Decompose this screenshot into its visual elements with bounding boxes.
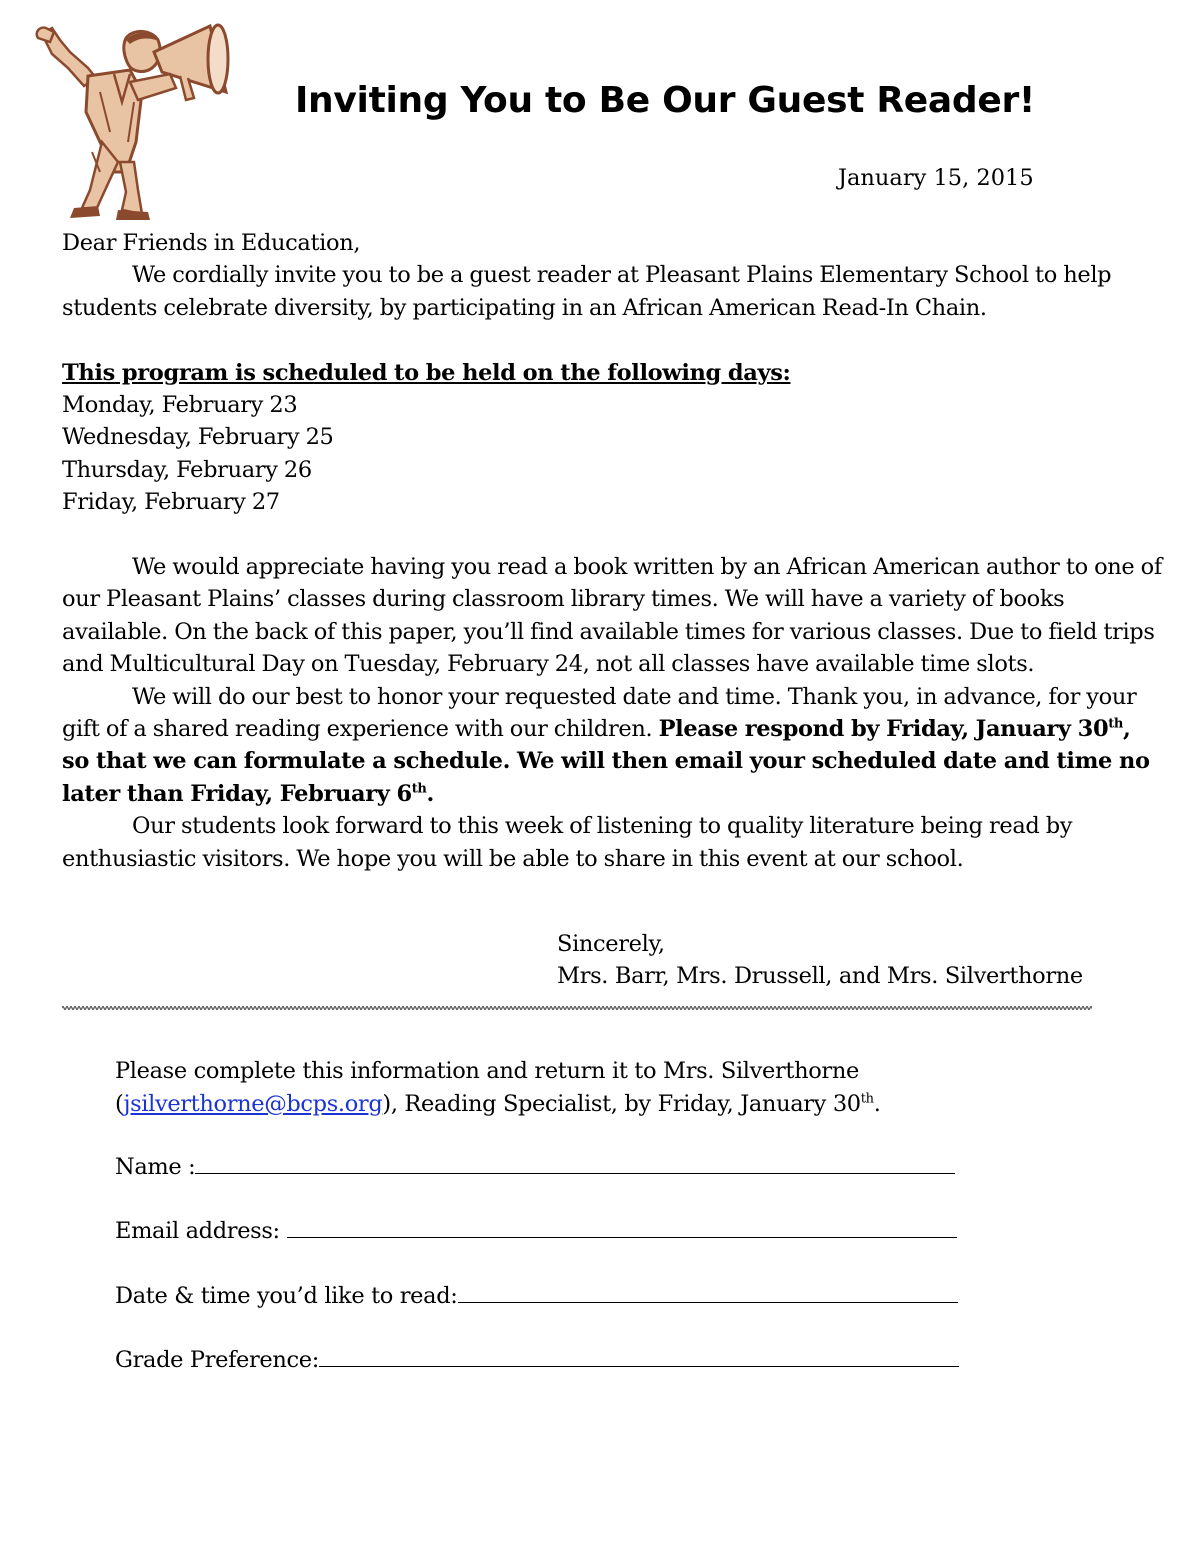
signers: Mrs. Barr, Mrs. Drussell, and Mrs. Silverthorne	[557, 963, 1083, 989]
schedule-day: Wednesday, February 25	[62, 424, 334, 451]
date-time-field[interactable]: Date & time you’d like to read:	[115, 1282, 958, 1309]
letter-body	[62, 227, 1162, 875]
salutation: Dear Friends in Education,	[62, 230, 361, 256]
paragraph-book-request: We would appreciate having you read a book written by an African American author to one of our Pleasant Plains’ classes during classroom library times. We will have a variety of books available. On the back of this paper, you’ll find available times for various classes. Due to field trips and Multicultural Day on Tuesday, February 24, not all classes have available time slots.	[62, 554, 1162, 678]
grade-preference-field[interactable]: Grade Preference:	[115, 1346, 959, 1373]
paragraph-respond: We will do our best to honor your requested date and time. Thank you, in advance, for your gift of a shared reading experience with our children. Please respond by Friday, January 30th, so that we can formulate a schedule. We will then email your scheduled date and time no later than Friday, February 6th.	[62, 683, 1150, 807]
email-blank-line[interactable]	[287, 1217, 957, 1238]
paragraph-closing: Our students look forward to this week of listening to quality literature being read by enthusiastic visitors. We hope you will be able to share in this event at our school.	[62, 813, 1073, 872]
email-link[interactable]: jsilverthorne@bcps.org	[123, 1091, 383, 1117]
name-field[interactable]: Name :	[115, 1153, 955, 1180]
form-intro: Please complete this information and return it to Mrs. Silverthorne (jsilverthorne@bcps.org), Reading Specialist, by Friday, January 30th.	[115, 1058, 881, 1117]
grade-blank-line[interactable]	[319, 1346, 959, 1367]
signature-block	[557, 928, 1083, 992]
schedule-day: Friday, February 27	[62, 489, 280, 516]
paragraph-invitation: We cordially invite you to be a guest reader at Pleasant Plains Elementary School to help students celebrate diversity, by participating in an African American Read-In Chain.	[62, 262, 1112, 321]
letter-date: January 15, 2015	[838, 165, 1034, 191]
email-address-field[interactable]: Email address:	[115, 1217, 957, 1244]
megaphone-announcer-clipart	[30, 22, 240, 222]
date-time-blank-line[interactable]	[458, 1282, 958, 1303]
schedule-day: Thursday, February 26	[62, 456, 312, 483]
cut-line-divider	[62, 1004, 1092, 1012]
schedule-day: Monday, February 23	[62, 392, 298, 419]
name-blank-line[interactable]	[195, 1153, 955, 1174]
response-form	[115, 1055, 1015, 1373]
page-title: Inviting You to Be Our Guest Reader!	[294, 80, 1036, 121]
closing-word: Sincerely,	[557, 931, 665, 957]
schedule-heading: This program is scheduled to be held on the following days:	[62, 359, 791, 386]
